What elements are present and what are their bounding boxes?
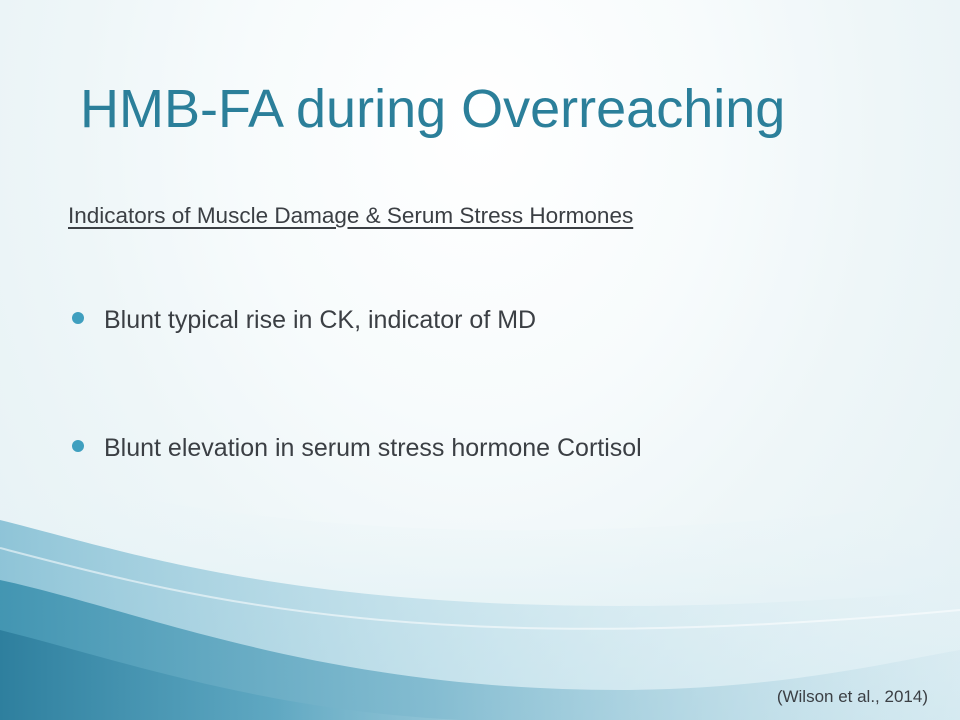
bullet-text: Blunt elevation in serum stress hormone Cortisol <box>104 434 642 462</box>
slide-title: HMB-FA during Overreaching <box>80 79 786 139</box>
slide-subtitle: Indicators of Muscle Damage & Serum Stress Hormones <box>68 203 634 228</box>
bullet-item <box>72 306 536 335</box>
citation: (Wilson et al., 2014) <box>776 687 928 706</box>
bullet-dot-icon <box>72 440 84 452</box>
bullet-item <box>72 434 642 463</box>
bullet-dot-icon <box>72 312 84 324</box>
bullet-text: Blunt typical rise in CK, indicator of MD <box>104 306 537 334</box>
